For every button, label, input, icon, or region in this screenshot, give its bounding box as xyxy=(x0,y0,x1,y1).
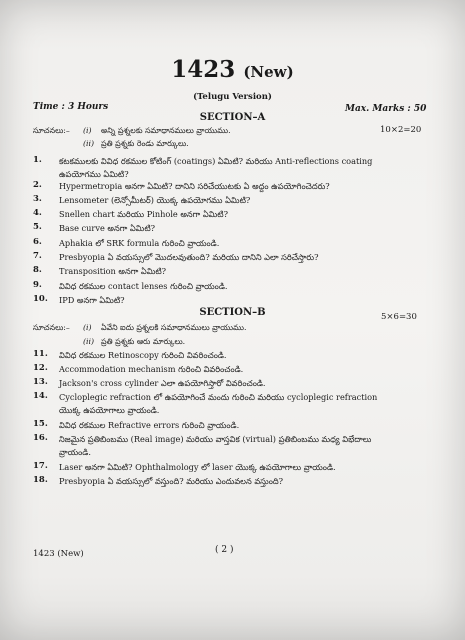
question-number: 1. xyxy=(33,155,42,165)
section-a-note-2 xyxy=(83,139,189,150)
question-text: వివిధ రకముల Refractive errors గురించి వ్రాయండి. xyxy=(59,420,240,430)
note-label: సూచనలు:– xyxy=(33,323,70,332)
question-text: యొక్క ఉపయోగాలు వ్రాయండి. xyxy=(59,405,160,415)
paper-code-number: 1423 xyxy=(171,56,236,83)
question-number: 16. xyxy=(33,433,48,443)
footer-paper-code: 1423 (New) xyxy=(33,549,84,559)
question-number: 17. xyxy=(33,461,48,471)
question-number: 13. xyxy=(33,377,48,387)
question-number: 15. xyxy=(33,419,48,429)
question-number: 5. xyxy=(33,222,42,232)
paper-code-suffix: (New) xyxy=(243,63,294,81)
question-number: 10. xyxy=(33,294,48,304)
question-text: Aphakia లో SRK formula గురించి వ్రాయండి. xyxy=(59,238,220,248)
question-text: Accommodation mechanism గురించి వివరించండి. xyxy=(59,364,244,374)
note-number: (i) xyxy=(83,126,92,135)
version-label: (Telugu Version) xyxy=(193,92,272,102)
question-number: 12. xyxy=(33,363,48,373)
note-text: అన్ని ప్రశ్నలకు సమాధానములు వ్రాయుము. xyxy=(101,126,231,135)
question-text: Hypermetropia అనగా ఏమిటి? దానిని సరిచేయుటకు ఏ అద్దం ఉపయోగించెదరు? xyxy=(59,181,330,191)
question-text: Laser అనగా ఏమిటి? Ophthalmology లో laser యొక్క ఉపయోగాలు వ్రాయండి. xyxy=(59,462,336,472)
question-text: IPD అనగా ఏమిటి? xyxy=(59,295,125,305)
note-label: సూచనలు:– xyxy=(33,126,70,135)
question-number: 3. xyxy=(33,194,42,204)
question-number: 7. xyxy=(33,251,42,261)
section-a-title: SECTION–A xyxy=(199,112,266,123)
note-number: (i) xyxy=(83,323,92,332)
note-number: (ii) xyxy=(83,139,95,148)
question-number: 8. xyxy=(33,265,42,275)
question-text: Snellen chart మరియు Pinhole అనగా ఏమిటి? xyxy=(59,209,229,219)
question-number: 2. xyxy=(33,180,42,190)
question-text: ఉపయోగము ఏమిటి? xyxy=(59,169,129,179)
question-text: Jackson's cross cylinder ఎలా ఉపయోగిస్తారో వివరించండి. xyxy=(59,378,266,388)
section-b-marks: 5×6=30 xyxy=(381,312,417,322)
question-text: Base curve అనగా ఏమిటి? xyxy=(59,223,156,233)
note-text: ప్రతి ప్రశ్నకు ఆరు మార్కులు. xyxy=(101,337,186,346)
question-text: Cycloplegic refraction లో ఉపయోగించే మందు గురించి మరియు cycloplegic refraction xyxy=(59,392,378,402)
max-marks: Max. Marks : 50 xyxy=(345,104,427,114)
question-text: Presbyopia ఏ వయస్సులో మొదలవుతుంది? మరియు దానిని ఎలా సరిచేస్తారు? xyxy=(59,252,319,262)
question-text: వివిధ రకముల contact lenses గురించి వ్రాయండి. xyxy=(59,281,228,291)
question-text: కటకములకు వివిధ రకముల కోటింగ్ (coatings) ఏమిటి? మరియు Anti-reflections coating xyxy=(59,156,373,166)
question-number: 18. xyxy=(33,475,48,485)
note-number: (ii) xyxy=(83,337,95,346)
section-a-note-1 xyxy=(33,126,231,137)
section-b-title: SECTION–B xyxy=(199,307,266,318)
section-a-marks: 10×2=20 xyxy=(380,125,422,135)
question-text: Lensometer (లెన్సోమీటర్) యొక్క ఉపయోగము ఏమిటి? xyxy=(59,195,251,205)
question-number: 14. xyxy=(33,391,48,401)
question-text: వ్రాయండి. xyxy=(59,447,91,457)
note-text: ప్రతి ప్రశ్నకు రెండు మార్కులు. xyxy=(101,139,189,148)
page-number: ( 2 ) xyxy=(215,545,234,555)
section-b-note-1 xyxy=(33,323,246,334)
question-text: వివిధ రకముల Retinoscopy గురించి వివరించండి. xyxy=(59,350,227,360)
question-number: 6. xyxy=(33,237,42,247)
question-number: 11. xyxy=(33,349,48,359)
question-text: నిజమైన ప్రతిబింబము (Real image) మరియు వాస్తవిక (virtual) ప్రతిబింబము మధ్య విభేదాలు xyxy=(59,434,372,444)
question-text: Presbyopia ఏ వయస్సులో వస్తుంది? మరియు ఎందువలన వస్తుంది? xyxy=(59,476,284,486)
paper-code xyxy=(0,56,465,83)
note-text: ఏవేని ఐదు ప్రశ్నలకి సమాధానములు వ్రాయుము. xyxy=(101,323,247,332)
question-number: 9. xyxy=(33,280,42,290)
question-number: 4. xyxy=(33,208,42,218)
question-text: Transposition అనగా ఏమిటి? xyxy=(59,266,167,276)
time-allowed: Time : 3 Hours xyxy=(33,102,109,112)
section-b-note-2 xyxy=(83,337,185,348)
